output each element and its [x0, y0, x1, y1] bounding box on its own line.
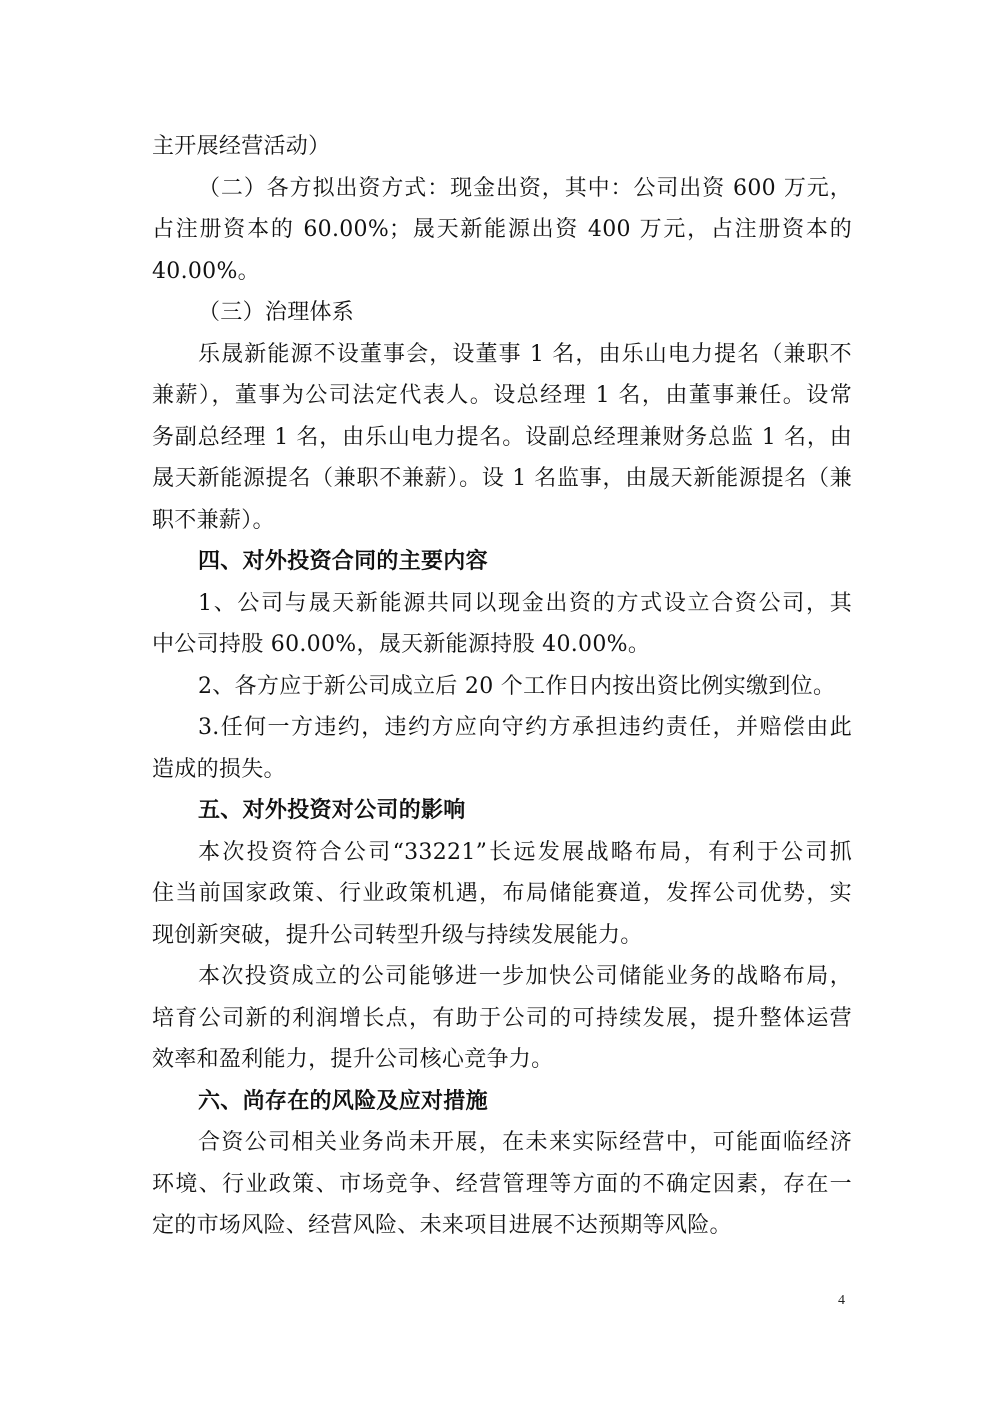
paragraph-continuation [152, 126, 852, 168]
paragraph-impact-1 [152, 832, 852, 957]
text-line: 住当前国家政策、行业政策机遇，布局储能赛道，发挥公司优势，实 [152, 881, 852, 906]
paragraph-governance [152, 334, 852, 542]
text-line: （二）各方拟出资方式：现金出资，其中：公司出资 600 万元， [198, 175, 852, 201]
text-line: 环境、行业政策、市场竞争、经营管理等方面的不确定因素，存在一 [152, 1171, 852, 1197]
text-line: 乐晟新能源不设董事会，设董事 1 名，由乐山电力提名（兼职不 [198, 341, 852, 367]
text-line: 3.任何一方违约，违约方应向守约方承担违约责任，并赔偿由此 [198, 715, 852, 740]
text-line: 40.00%。 [152, 258, 260, 284]
text-line: 晟天新能源提名（兼职不兼薪）。设 1 名监事，由晟天新能源提名（兼 [152, 466, 852, 491]
text-line: 主开展经营活动） [152, 134, 331, 159]
text-line: 现创新突破，提升公司转型升级与持续发展能力。 [152, 922, 643, 948]
text-line: 2、各方应于新公司成立后 20 个工作日内按出资比例实缴到位。 [198, 673, 836, 699]
text-line: 培育公司新的利润增长点，有助于公司的可持续发展，提升整体运营 [152, 1005, 852, 1031]
paragraph-contract-1 [152, 583, 852, 666]
text-line: 务副总经理 1 名，由乐山电力提名。设副总经理兼财务总监 1 名，由 [152, 424, 852, 450]
heading-line: 六、尚存在的风险及应对措施 [198, 1088, 488, 1114]
section-heading-risk [152, 1081, 852, 1123]
paragraph-impact-2 [152, 956, 852, 1081]
text-line: 1、公司与晟天新能源共同以现金出资的方式设立合资公司，其 [198, 590, 852, 616]
text-line: （三）治理体系 [198, 300, 355, 325]
text-line: 本次投资符合公司“33221”长远发展战略布局，有利于公司抓 [198, 839, 852, 865]
text-line: 占注册资本的 60.00%；晟天新能源出资 400 万元，占注册资本的 [152, 217, 852, 242]
text-line: 中公司持股 60.00%，晟天新能源持股 40.00%。 [152, 632, 651, 657]
paragraph-risk [152, 1122, 852, 1247]
text-line: 兼薪），董事为公司法定代表人。设总经理 1 名，由董事兼任。设常 [152, 383, 852, 408]
heading-line: 五、对外投资对公司的影响 [198, 798, 466, 823]
text-line: 造成的损失。 [152, 756, 286, 782]
paragraph-governance-title [152, 292, 852, 334]
section-heading-contract [152, 541, 852, 583]
text-line: 合资公司相关业务尚未开展，在未来实际经营中，可能面临经济 [198, 1130, 852, 1155]
document-body [152, 126, 852, 1247]
paragraph-contract-3 [152, 707, 852, 790]
text-line: 本次投资成立的公司能够进一步加快公司储能业务的战略布局， [198, 964, 852, 989]
paragraph-contract-2 [152, 666, 852, 708]
paragraph-capital-contribution [152, 168, 852, 293]
section-heading-impact [152, 790, 852, 832]
page-number: 4 [838, 1293, 845, 1308]
heading-line: 四、对外投资合同的主要内容 [198, 549, 488, 574]
text-line: 效率和盈利能力，提升公司核心竞争力。 [152, 1047, 554, 1072]
text-line: 定的市场风险、经营风险、未来项目进展不达预期等风险。 [152, 1213, 732, 1238]
text-line: 职不兼薪）。 [152, 507, 275, 533]
